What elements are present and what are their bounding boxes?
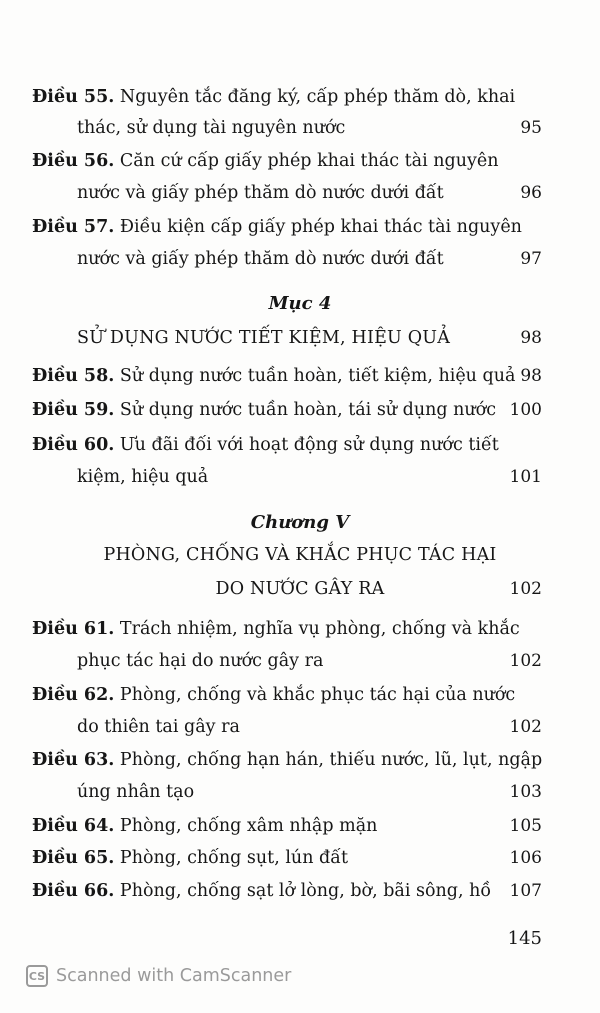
article-title-line1: Căn cứ cấp giấy phép khai thác tài nguyên <box>119 151 499 171</box>
article-label: Điều 64. <box>32 816 115 836</box>
page-ref: 96 <box>520 183 542 203</box>
article-title: Sử dụng nước tuần hoàn, tiết kiệm, hiệu quả <box>119 366 516 386</box>
chapter-title-line2: DO NƯỚC GÂY RA <box>215 579 385 599</box>
toc-entry-55-cont <box>0 113 600 143</box>
toc-entry-62-cont <box>0 712 600 742</box>
article-label: Điều 63. <box>32 750 115 770</box>
section-heading: Mục 4 <box>268 293 332 314</box>
chapter-title-line1: PHÒNG, CHỐNG VÀ KHẮC PHỤC TÁC HẠI <box>103 545 497 565</box>
page-number: 145 <box>507 928 542 949</box>
article-label: Điều 58. <box>32 366 115 386</box>
page-ref: 102 <box>509 717 542 737</box>
toc-entry-62[interactable] <box>0 680 600 710</box>
article-title-line2: nước và giấy phép thăm dò nước dưới đất <box>77 183 444 203</box>
article-label: Điều 62. <box>32 685 115 705</box>
toc-entry-66[interactable] <box>0 876 600 906</box>
toc-entry-60[interactable] <box>0 430 600 460</box>
article-title: Phòng, chống sụt, lún đất <box>119 848 348 868</box>
toc-entry-60-cont <box>0 462 600 492</box>
toc-entry-56[interactable] <box>0 146 600 176</box>
page-ref: 101 <box>509 467 542 487</box>
article-title-line2: thác, sử dụng tài nguyên nước <box>77 118 346 138</box>
toc-entry-61[interactable] <box>0 614 600 644</box>
article-title: Sử dụng nước tuần hoàn, tái sử dụng nước <box>119 400 497 420</box>
watermark-text: Scanned with CamScanner <box>56 966 292 986</box>
page-ref: 100 <box>509 400 542 420</box>
article-label: Điều 66. <box>32 881 115 901</box>
toc-entry-63[interactable] <box>0 745 600 775</box>
article-title-line1: Nguyên tắc đăng ký, cấp phép thăm dò, khai <box>119 87 516 107</box>
toc-entry-63-cont <box>0 777 600 807</box>
article-title-line1: Trách nhiệm, nghĩa vụ phòng, chống và khắc <box>119 619 520 639</box>
article-title-line2: phục tác hại do nước gây ra <box>77 651 324 671</box>
page-ref: 107 <box>509 881 542 901</box>
scanner-watermark <box>26 965 291 987</box>
article-title-line2: nước và giấy phép thăm dò nước dưới đất <box>77 249 444 269</box>
toc-entry-56-cont <box>0 178 600 208</box>
section-title: SỬ DỤNG NƯỚC TIẾT KIỆM, HIỆU QUẢ <box>77 328 451 348</box>
page-ref: 102 <box>509 651 542 671</box>
chapter-title-row[interactable] <box>0 574 600 604</box>
page-ref: 103 <box>509 782 542 802</box>
toc-entry-59[interactable] <box>0 395 600 425</box>
article-label: Điều 55. <box>32 87 115 107</box>
article-label: Điều 59. <box>32 400 115 420</box>
page-ref: 106 <box>509 848 542 868</box>
page-ref: 102 <box>509 579 542 599</box>
article-title: Phòng, chống xâm nhập mặn <box>119 816 378 836</box>
article-title-line2: do thiên tai gây ra <box>77 717 240 737</box>
page-ref: 95 <box>520 118 542 138</box>
page-ref: 98 <box>520 366 542 386</box>
article-label: Điều 65. <box>32 848 115 868</box>
camscanner-logo-icon: CS <box>26 965 48 987</box>
page-ref: 105 <box>509 816 542 836</box>
section-title-row[interactable] <box>0 323 600 353</box>
toc-entry-57-cont <box>0 244 600 274</box>
page-ref: 97 <box>520 249 542 269</box>
toc-entry-55[interactable] <box>0 82 600 112</box>
article-title-line2: kiệm, hiệu quả <box>77 467 209 487</box>
article-label: Điều 61. <box>32 619 115 639</box>
toc-entry-57[interactable] <box>0 212 600 242</box>
toc-entry-64[interactable] <box>0 811 600 841</box>
article-title-line1: Điều kiện cấp giấy phép khai thác tài nguyên <box>119 217 522 237</box>
article-label: Điều 56. <box>32 151 115 171</box>
article-title-line1: Phòng, chống và khắc phục tác hại của nước <box>119 685 516 705</box>
article-label: Điều 60. <box>32 435 115 455</box>
chapter-heading: Chương V <box>250 512 350 533</box>
page-ref: 98 <box>520 328 542 348</box>
toc-entry-58[interactable] <box>0 361 600 391</box>
article-label: Điều 57. <box>32 217 115 237</box>
article-title-line2: úng nhân tạo <box>77 782 195 802</box>
article-title: Phòng, chống sạt lở lòng, bờ, bãi sông, hồ <box>119 881 492 901</box>
article-title-line1: Ưu đãi đối với hoạt động sử dụng nước tiết <box>119 435 499 455</box>
article-title-line1: Phòng, chống hạn hán, thiếu nước, lũ, lụt, ngập <box>119 750 543 770</box>
toc-entry-61-cont <box>0 646 600 676</box>
toc-entry-65[interactable] <box>0 843 600 873</box>
